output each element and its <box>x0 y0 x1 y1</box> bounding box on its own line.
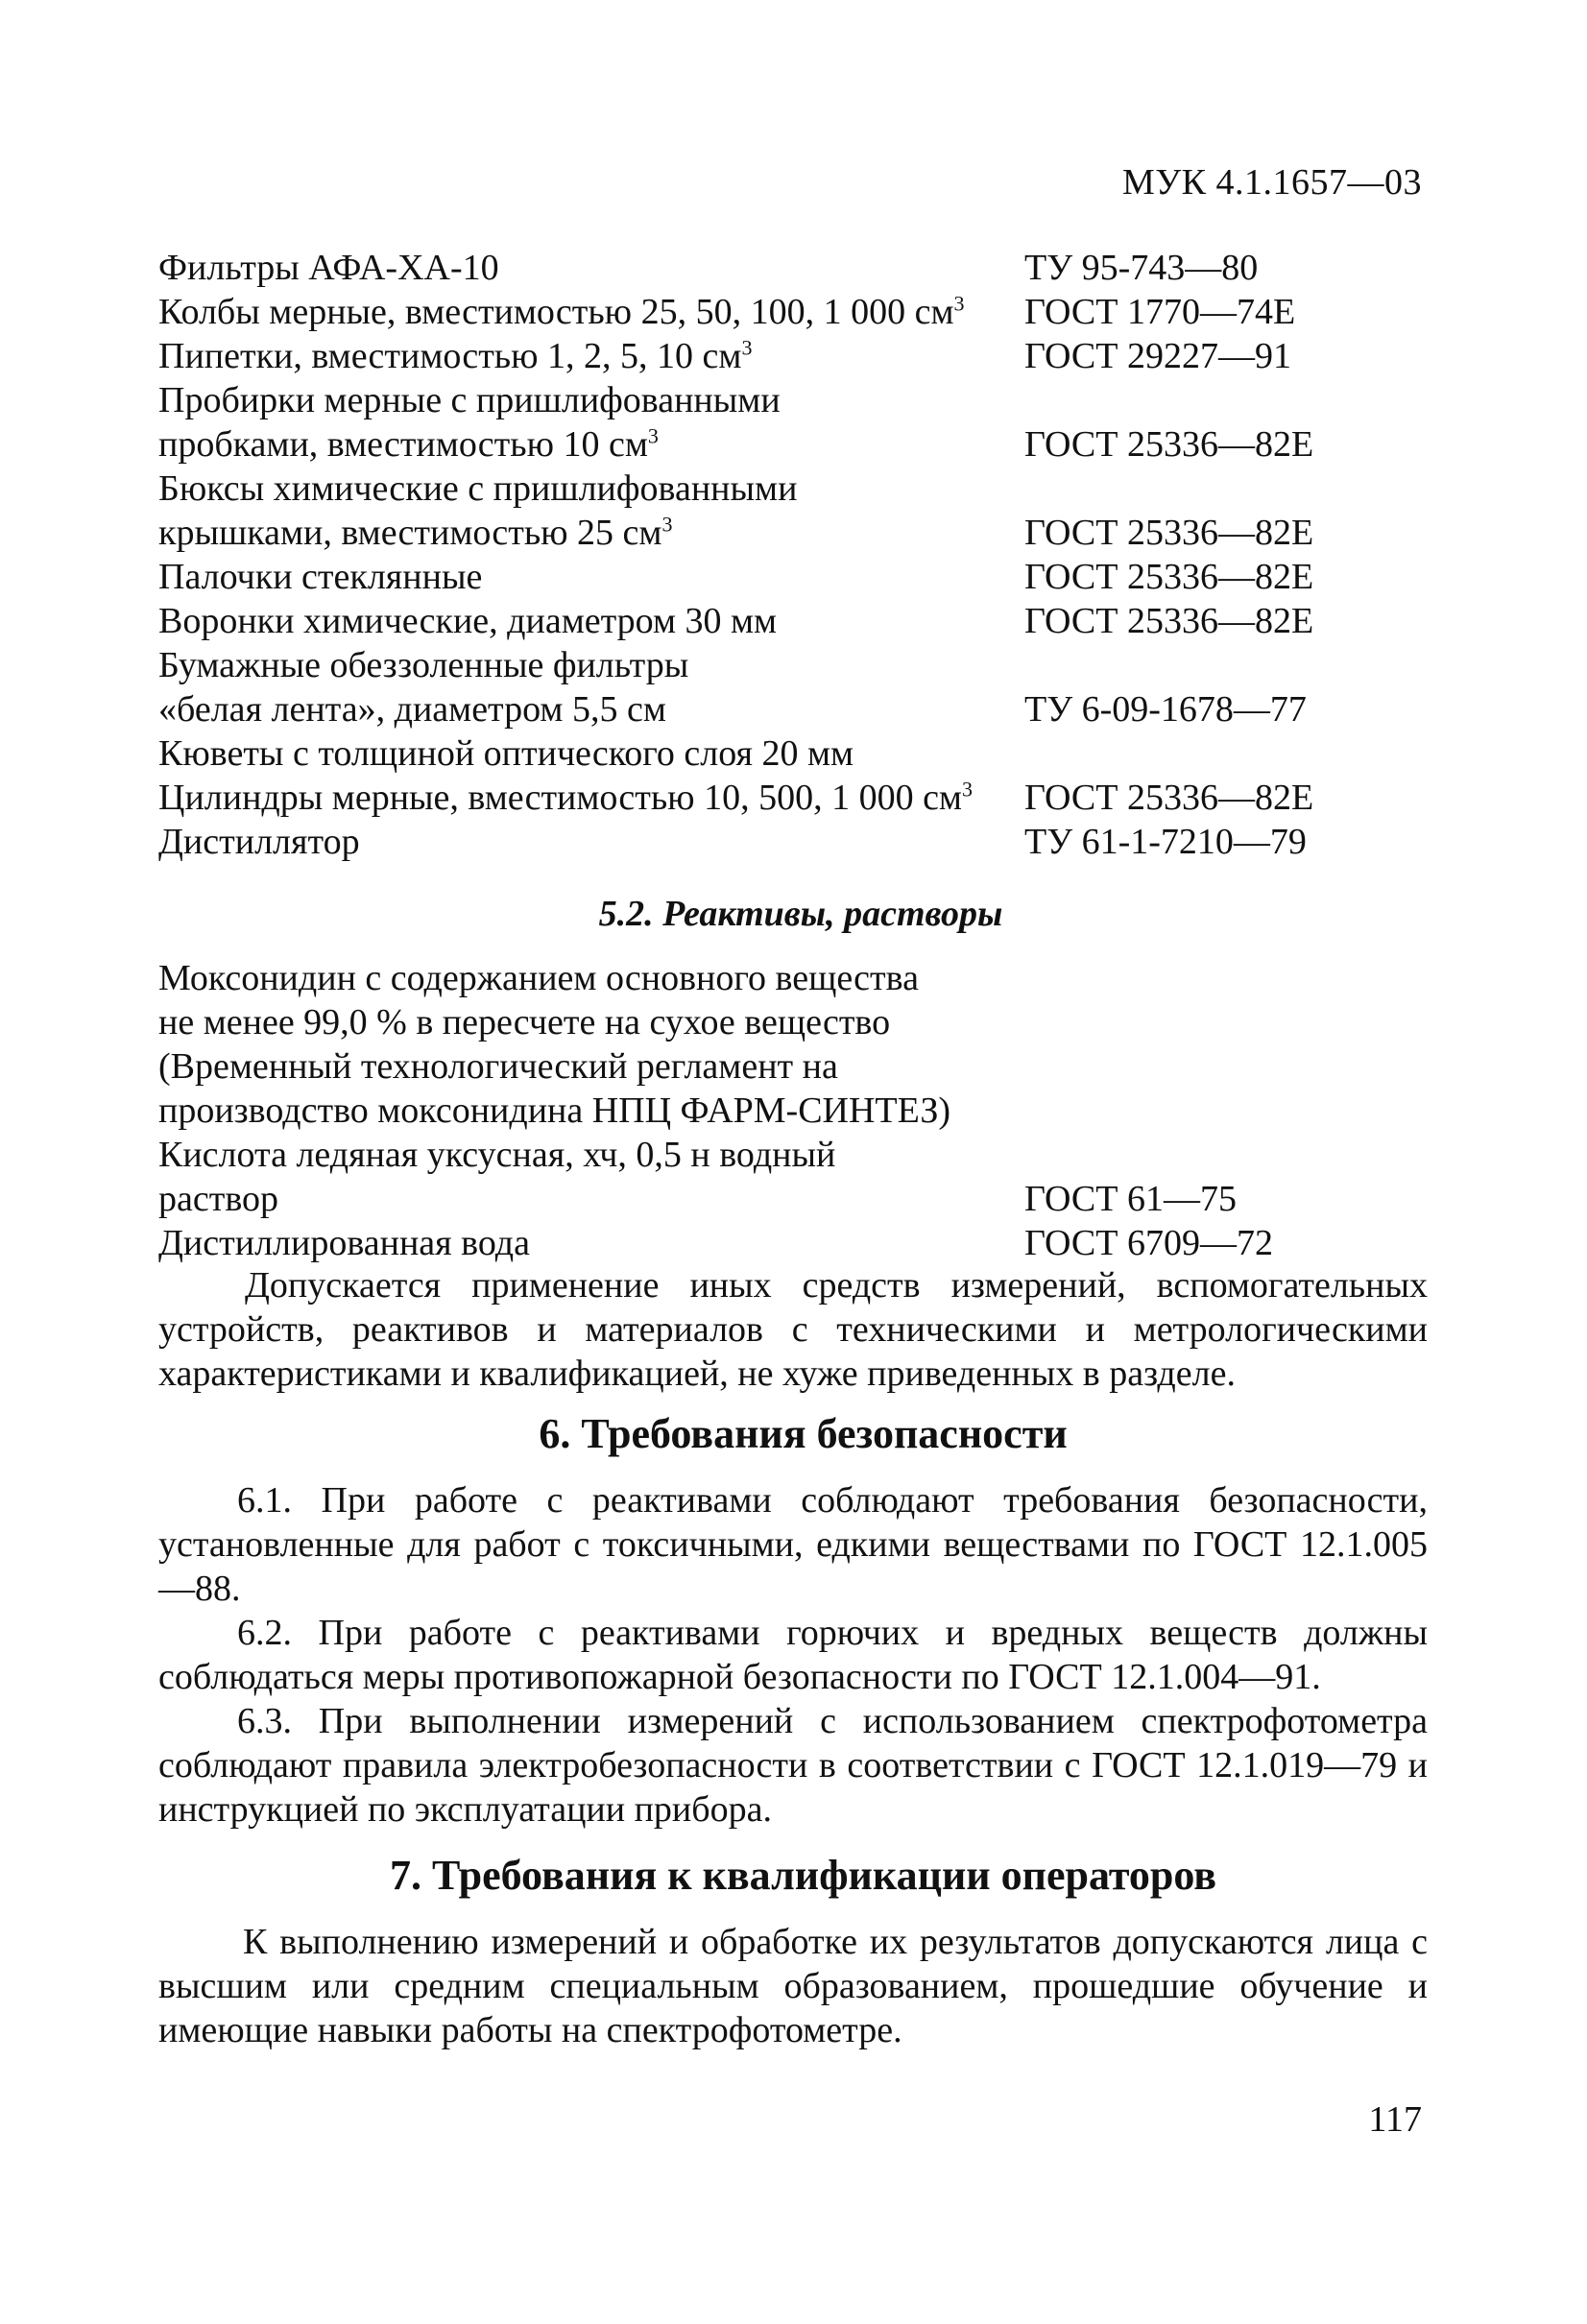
reagent-standard: ГОСТ 6709—72 <box>1024 1223 1273 1263</box>
equipment-standard: ГОСТ 29227—91 <box>1024 336 1291 376</box>
equipment-list <box>158 246 1407 864</box>
equipment-standard: ГОСТ 25336—82Е <box>1024 778 1314 818</box>
reagent-name: производство моксонидина НПЦ ФАРМ-СИНТЕЗ) <box>158 1090 951 1131</box>
equipment-standard: ГОСТ 25336—82Е <box>1024 513 1314 553</box>
reagent-row <box>158 1221 1407 1265</box>
equipment-row <box>158 422 1407 467</box>
equipment-standard: ГОСТ 25336—82Е <box>1024 424 1314 465</box>
reagent-row <box>158 1133 1407 1177</box>
reagent-name: Кислота ледяная уксусная, хч, 0,5 н водный <box>158 1135 836 1175</box>
equipment-name: пробками, вместимостью 10 $см^3$ <box>158 423 659 465</box>
reagent-name: Моксонидин с содержанием основного вещества <box>158 958 919 998</box>
reagent-row <box>158 1089 1407 1133</box>
equipment-name: Бюксы химические с пришлифованными <box>158 468 798 509</box>
equipment-row <box>158 290 1407 334</box>
equipment-standard: ТУ 61-1-7210—79 <box>1024 822 1307 862</box>
equipment-standard: ТУ 6-09-1678—77 <box>1024 689 1307 730</box>
equipment-standard: ГОСТ 25336—82Е <box>1024 601 1314 641</box>
equipment-row <box>158 511 1407 555</box>
section-6-paragraph-3: 6.3. При выполнении измерений с использованием спектрофотометра соблюдают правила электробезопасности в соответствии с ГОСТ 12.1.019—79 и инструкцией по эксплуатации прибора. <box>158 1701 1428 1830</box>
equipment-row <box>158 599 1407 643</box>
equipment-name: крышками, вместимостью 25 $см^3$ <box>158 512 673 553</box>
equipment-name: Фильтры АФА-ХА-10 <box>158 248 499 288</box>
equipment-row <box>158 643 1407 687</box>
reagent-row <box>158 956 1407 1000</box>
equipment-name: Кюветы с толщиной оптического слоя 20 мм <box>158 733 854 774</box>
equipment-standard: ГОСТ 25336—82Е <box>1024 557 1314 597</box>
equipment-row <box>158 334 1407 378</box>
equipment-row <box>158 467 1407 511</box>
reagent-row <box>158 1000 1407 1044</box>
reagent-name: Дистиллированная вода <box>158 1223 530 1263</box>
reagent-name: не менее 99,0 % в пересчете на сухое вещество <box>158 1002 891 1042</box>
equipment-name: Цилиндры мерные, вместимостью 10, 500, 1 000 $см^3$ <box>158 777 973 818</box>
equipment-name: Палочки стеклянные <box>158 557 483 597</box>
reagent-name: раствор <box>158 1179 279 1219</box>
reagents-heading: 5.2. Реактивы, растворы <box>598 894 1003 934</box>
equipment-name: Пробирки мерные с пришлифованными <box>158 380 781 420</box>
reagent-standard: ГОСТ 61—75 <box>1024 1179 1237 1219</box>
section-7-title: 7. Требования к квалификации операторов <box>389 1852 1217 1899</box>
equipment-row <box>158 776 1407 820</box>
reagent-name: (Временный технологический регламент на <box>158 1046 838 1087</box>
substitution-note: Допускается применение иных средств измерений, вспомогательных устройств, реактивов и материалов с техническими и метрологическими характеристиками и квалификацией, не хуже приведенных в разделе. <box>158 1265 1428 1394</box>
equipment-name: Колбы мерные, вместимостью 25, 50, 100, 1 000 $см^3$ <box>158 291 965 332</box>
equipment-row <box>158 378 1407 422</box>
reagents-list <box>158 956 1407 1265</box>
equipment-row <box>158 731 1407 776</box>
equipment-row <box>158 246 1407 290</box>
section-6-paragraph-2: 6.2. При работе с реактивами горючих и вредных веществ должны соблюдаться меры противопожарной безопасности по ГОСТ 12.1.004—91. <box>158 1613 1428 1697</box>
section-7-paragraph-1: К выполнению измерений и обработке их результатов допускаются лица с высшим или средним специальным образованием, прошедшие обучение и имеющие навыки работы на спектрофотометре. <box>158 1922 1428 2050</box>
equipment-name: Пипетки, вместимостью 1, 2, 5, 10 $см^3$ <box>158 335 753 376</box>
equipment-row <box>158 687 1407 731</box>
equipment-name: Бумажные обеззоленные фильтры <box>158 645 689 685</box>
equipment-row <box>158 820 1407 864</box>
reagent-row <box>158 1177 1407 1221</box>
page-number: 117 <box>1368 2099 1422 2140</box>
equipment-standard: ГОСТ 1770—74Е <box>1024 292 1296 332</box>
equipment-standard: ТУ 95-743—80 <box>1024 248 1259 288</box>
section-6-paragraph-1: 6.1. При работе с реактивами соблюдают требования безопасности, установленные для работ с токсичными, едкими веществами по ГОСТ 12.1.005—88. <box>158 1480 1428 1609</box>
section-6-title: 6. Требования безопасности <box>539 1410 1068 1457</box>
equipment-name: Дистиллятор <box>158 822 360 862</box>
document-code: МУК 4.1.1657—03 <box>1121 162 1422 203</box>
equipment-row <box>158 555 1407 599</box>
equipment-name: Воронки химические, диаметром 30 мм <box>158 601 778 641</box>
equipment-name: «белая лента», диаметром 5,5 см <box>158 689 666 730</box>
reagent-row <box>158 1044 1407 1089</box>
